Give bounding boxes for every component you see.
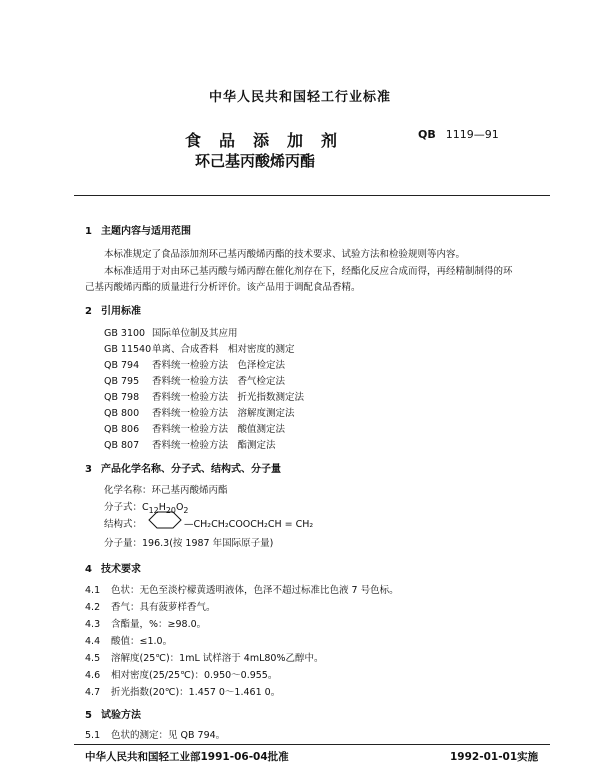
approval-statement: 中华人民共和国轻工业部1991-06-04批准 [85, 751, 289, 763]
molecular-weight: 分子量：196.3(按 1987 年国际原子量) [104, 538, 274, 549]
reference-item: GB 11540单离、合成香料 相对密度的测定 [104, 344, 295, 355]
section-3-heading: 3 产品化学名称、分子式、结构式、分子量 [85, 464, 281, 475]
reference-item: QB 794 香料统一检验方法 色泽检定法 [104, 360, 286, 371]
section-1-para-2-line-2: 己基丙酸烯丙酯的质量进行分析评价。该产品用于调配食品香精。 [85, 282, 361, 293]
standard-code-prefix: QB [418, 128, 436, 141]
footer-divider [74, 744, 550, 745]
document-title: 食品添加剂 [185, 131, 356, 150]
document-subtitle: 环己基丙酸烯丙酯 [195, 152, 316, 170]
effective-date: 1992-01-01实施 [450, 751, 539, 763]
reference-item: QB 807 香料统一检验方法 酯测定法 [104, 440, 276, 451]
section-1-para-1: 本标准规定了食品添加剂环己基丙酸烯丙酯的技术要求、试验方法和检验规则等内容。 [104, 249, 466, 260]
chemical-name: 化学名称：环己基丙酸烯丙酯 [104, 485, 228, 496]
section-4-heading: 4 技术要求 [85, 564, 141, 575]
section-5-heading: 5 试验方法 [85, 710, 141, 721]
requirement-item: 4.3 含酯量，%：≥98.0。 [85, 619, 207, 630]
structural-formula: 结构式： —CH₂CH₂COOCH₂CH = CH₂ [104, 511, 313, 533]
reference-item: QB 806 香料统一检验方法 酸值测定法 [104, 424, 286, 435]
section-2-heading: 2 引用标准 [85, 306, 141, 317]
requirement-item: 4.4 酸值：≤1.0。 [85, 636, 173, 647]
requirement-item: 4.2 香气：具有菠萝样香气。 [85, 602, 216, 613]
reference-item: QB 798 香料统一检验方法 折光指数测定法 [104, 392, 305, 403]
method-item: 5.1 色状的测定：见 QB 794。 [85, 730, 226, 741]
reference-item: QB 795 香料统一检验方法 香气检定法 [104, 376, 286, 387]
standard-code [418, 128, 499, 141]
molecular-formula: 分子式：$C_{12}H_{20}O_2$ [104, 502, 189, 515]
standard-org-title: 中华人民共和国轻工行业标准 [208, 90, 391, 105]
requirement-item: 4.5 溶解度(25℃)：1mL 试样溶于 4mL80%乙醇中。 [85, 653, 324, 664]
requirement-item: 4.6 相对密度(25/25℃)：0.950～0.955。 [85, 670, 278, 681]
reference-item: QB 800 香料统一检验方法 溶解度测定法 [104, 408, 295, 419]
reference-item: GB 3100 国际单位制及其应用 [104, 328, 238, 339]
standard-code-number: 1119—91 [445, 128, 499, 141]
section-1-para-2-line-1: 本标准适用于对由环己基丙酸与烯丙醇在催化剂存在下，经酯化反应合成而得，再经精制制得的环 [104, 266, 513, 277]
requirement-item: 4.1 色状：无色至淡柠檬黄透明液体，色泽不超过标准比色液 7 号色标。 [85, 585, 399, 596]
header-divider [74, 195, 550, 196]
cyclohexyl-ring-icon [148, 511, 182, 538]
section-1-heading: 1 主题内容与适用范围 [85, 226, 191, 237]
requirement-item: 4.7 折光指数(20℃)：1.457 0～1.461 0。 [85, 687, 281, 698]
